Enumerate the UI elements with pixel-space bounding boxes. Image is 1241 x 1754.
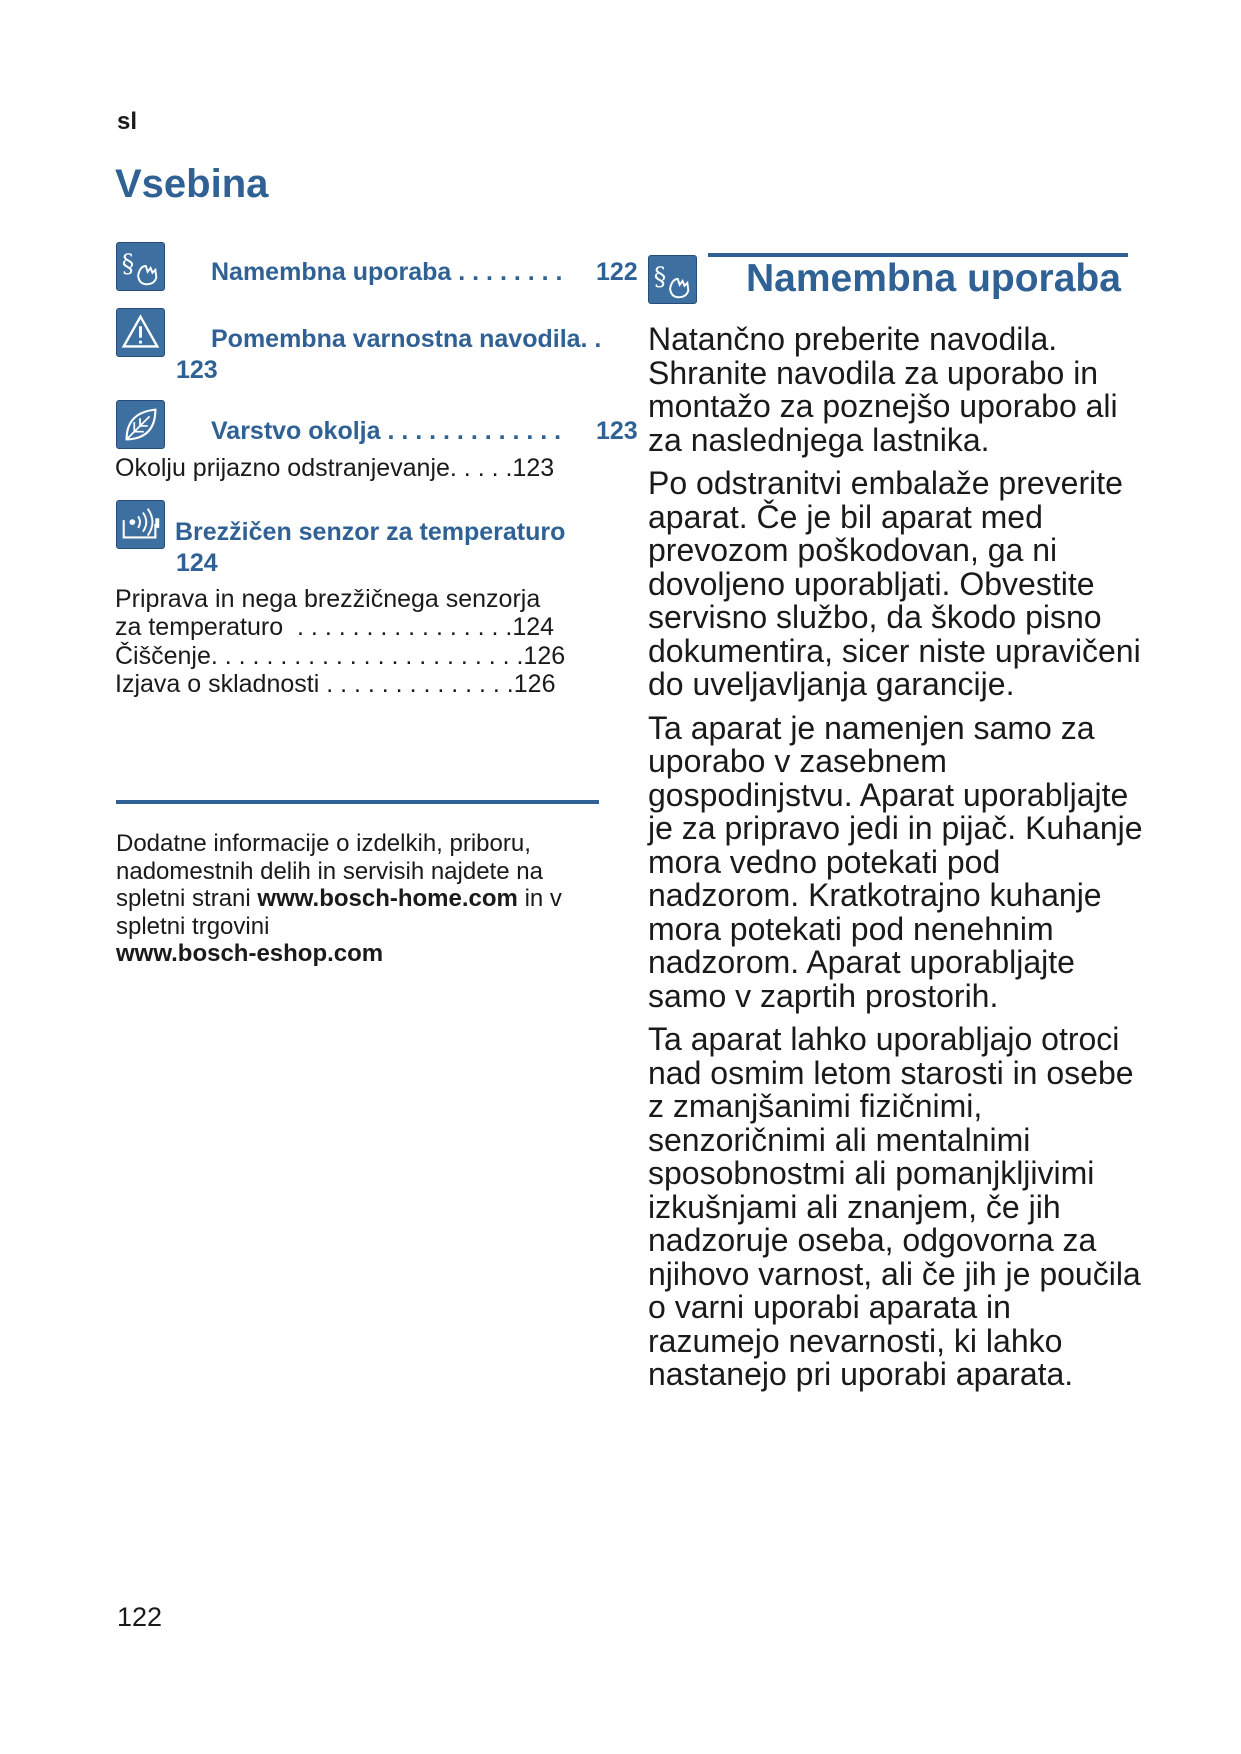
- info-text-part: Dodatne informacije o izdelkih, priboru, nadomestnih delih in servisih najdete na spletni strani: [116, 830, 543, 912]
- wireless-sensor-icon: [116, 500, 165, 549]
- toc-entry-label[interactable]: Brezžičen senzor za temperaturo: [175, 518, 566, 546]
- paragraph: Natančno preberite navodila. Shranite navodila za uporabo in montažo za poznejšo uporabo ali za naslednjega lastnika.: [648, 321, 1118, 458]
- page-number: 122: [117, 1602, 163, 1632]
- toc-entry-label[interactable]: Namembna uporaba . . . . . . . .: [211, 258, 563, 286]
- toc-subentry[interactable]: Okolju prijazno odstranjevanje. . . . .123: [115, 454, 555, 482]
- paragraph: Ta aparat lahko uporabljajo otroci nad osmim letom starosti in osebe z zmanjšanimi fizičnimi, senzoričnimi ali mentalnimi sposobnostmi ali pomanjkljivimi izkušnjami ali znanjem, če jih nadzoruje oseba, odgovorna za njihovo varnost, ali če jih je poučila o varni uporabi aparata in razumejo nevarnosti, ki lahko nastanejo pri uporabi aparata.: [648, 1021, 1141, 1392]
- divider: [116, 800, 599, 804]
- toc-subentry[interactable]: za temperaturo . . . . . . . . . . . . . . . .124: [115, 613, 555, 641]
- info-text: [116, 830, 616, 968]
- toc-entry-label[interactable]: Pomembna varnostna navodila. .: [211, 325, 602, 353]
- svg-text:§: §: [121, 248, 135, 278]
- svg-text:§: §: [653, 261, 667, 291]
- page-title: Vsebina: [115, 162, 269, 206]
- language-code: sl: [117, 108, 138, 135]
- toc-subentry[interactable]: Izjava o skladnosti . . . . . . . . . . . . . .126: [115, 670, 556, 698]
- toc-subentry[interactable]: Čiščenje. . . . . . . . . . . . . . . . . . . . . . .126: [115, 642, 566, 670]
- website-link[interactable]: www.bosch-home.com: [257, 885, 518, 912]
- body-text: [648, 323, 1148, 1392]
- toc-subentry[interactable]: Priprava in nega brezžičnega senzorja: [115, 585, 541, 613]
- leaf-icon: [116, 400, 165, 449]
- paragraph: Po odstranitvi embalaže preverite aparat. Če je bil aparat med prevozom poškodovan, ga ni dovoljeno uporabljati. Obvestite servisno službo, da škodo pisno dokumentira, sicer niste upravičeni do uveljavljanja garancije.: [648, 465, 1141, 702]
- toc-entry-page: 122: [596, 258, 638, 286]
- section-title: Namembna uporaba: [746, 257, 1121, 300]
- section-hand-icon: [116, 242, 165, 291]
- paragraph: Ta aparat je namenjen samo za uporabo v zasebnem gospodinjstvu. Aparat uporabljajte je za pripravo jedi in pijač. Kuhanje mora vedno potekati pod nadzorom. Kratkotrajno kuhanje mora potekati pod nenehnim nadzorom. Aparat uporabljajte samo v zaprtih prostorih.: [648, 709, 1143, 1014]
- toc-entry-page: 123: [176, 356, 218, 384]
- toc-entry-page: 124: [176, 549, 218, 577]
- warning-triangle-icon: [116, 308, 165, 357]
- section-hand-icon: [648, 255, 697, 304]
- eshop-link[interactable]: www.bosch-eshop.com: [116, 940, 384, 967]
- toc-entry-page: 123: [596, 417, 638, 445]
- info-text-part: in v spletni trgovini: [116, 885, 562, 940]
- toc-entry-label[interactable]: Varstvo okolja . . . . . . . . . . . . .: [211, 417, 562, 445]
